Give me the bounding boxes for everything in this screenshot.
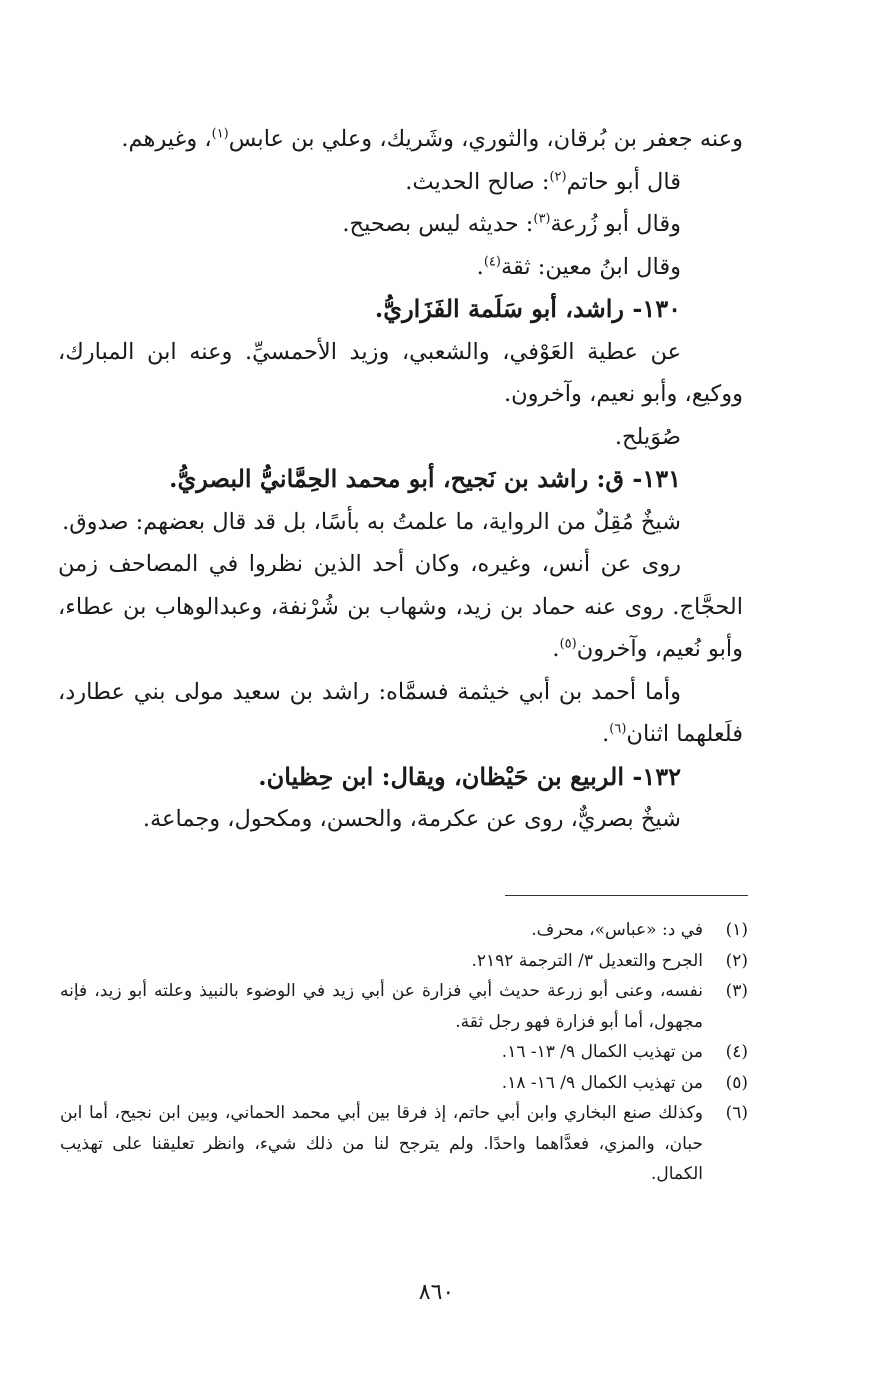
paragraph [58,118,743,161]
text: وأما أحمد بن أبي خيثمة فسمَّاه: راشد بن سعيد مولى بني عطارد، فلَعلهما اثنان [58,678,743,747]
footnotes [60,915,748,1190]
footnote-ref[interactable]: (١) [211,126,229,142]
footnote-number: (٥) [725,1072,748,1093]
text: . [476,253,484,280]
text: قال أبو حاتم [566,168,681,195]
text: . [552,636,560,662]
footnote-ref[interactable]: (٦) [609,721,627,737]
main-text [58,118,743,841]
page-number: ٨٦٠ [418,1280,455,1305]
footnote-text: وكذلك صنع البخاري وابن أبي حاتم، إذ فرقا بين أبي محمد الحماني، وبين ابن نجيح، أما ابن حبان، والمزي، فعدَّاهما واحدًا. ولم يترجح لنا من ذلك شيء، وانظر تعليقنا على تهذيب الكمال. [60,1103,703,1184]
footnote [60,1098,748,1190]
paragraph: صُوَيلح. [614,423,681,450]
text: وقال أبو زُرعة [550,211,681,237]
paragraph: عن عطية العَوْفي، والشعبي، وزيد الأحمسيِّ. وعنه ابن المبارك، ووكيع، وأبو نعيم، وآخرون. [58,338,743,407]
paragraph [58,203,743,246]
text: روى عن أنس، وغيره، وكان أحد الذين نظروا في المصاحف زمن الحجَّاج. روى عنه حماد بن زيد، وشهاب بن شُرْنفة، وعبدالوهاب بن عطاء، وأبو نُعيم، وآخرون [58,551,743,662]
footnote [60,915,748,946]
footnote-divider [505,895,748,896]
footnote-text: من تهذيب الكمال ٩/ ١٦- ١٨. [501,1072,703,1093]
footnote-ref[interactable]: (٤) [483,254,501,269]
paragraph [58,671,743,756]
footnote [60,946,748,977]
footnote [60,976,748,1037]
footnote-ref[interactable]: (٥) [559,636,577,652]
footnote-text: في د: «عباس»، محرف. [531,920,703,940]
text: : صالح الحديث. [405,168,550,195]
text: وقال ابنُ معين: ثقة [500,253,681,280]
paragraph [58,246,743,289]
footnote-number: (٦) [725,1103,748,1123]
footnote-number: (١) [725,920,748,940]
entry-heading: ١٣٢- الربيع بن حَيْظان، ويقال: ابن حِظيان. [258,761,681,791]
paragraph [58,543,743,671]
footnote [60,1068,748,1099]
paragraph: شيخٌ بصريٌّ، روى عن عكرمة، والحسن، ومكحول، وجماعة. [142,806,681,832]
footnote-ref[interactable]: (٣) [533,211,551,227]
footnote [60,1037,748,1068]
footnote-text: الجرح والتعديل ٣/ الترجمة ٢١٩٢. [471,950,703,971]
footnote-text: نفسه، وعنى أبو زرعة حديث أبي فزارة عن أبي زيد في الوضوء بالنبيذ وعلته أبو زيد، فإنه مجهول، أما أبو فزارة فهو رجل ثقة. [60,981,703,1032]
paragraph [58,161,743,204]
paragraph: شيخٌ مُقِلٌ من الرواية، ما علمتُ به بأسًا، بل قد قال بعضهم: صدوق. [62,508,681,535]
footnote-text: من تهذيب الكمال ٩/ ١٣- ١٦. [501,1042,703,1062]
text: ، وغيرهم. [121,126,212,152]
text: وعنه جعفر بن بُرقان، والثوري، وشَريك، وعلي بن عابس [228,126,743,152]
footnote-number: (٢) [725,950,748,971]
text: : حديثه ليس بصحيح. [342,211,534,237]
text: . [602,721,610,747]
entry-heading: ١٣٠- راشد، أبو سَلَمة الفَزَاريُّ. [374,294,681,323]
entry-heading: ١٣١- ق: راشد بن نَجيح، أبو محمد الحِمَّانيُّ البصريُّ. [169,464,681,493]
footnote-ref[interactable]: (٢) [549,169,567,184]
footnote-number: (٤) [725,1042,748,1062]
footnote-number: (٣) [725,981,748,1001]
